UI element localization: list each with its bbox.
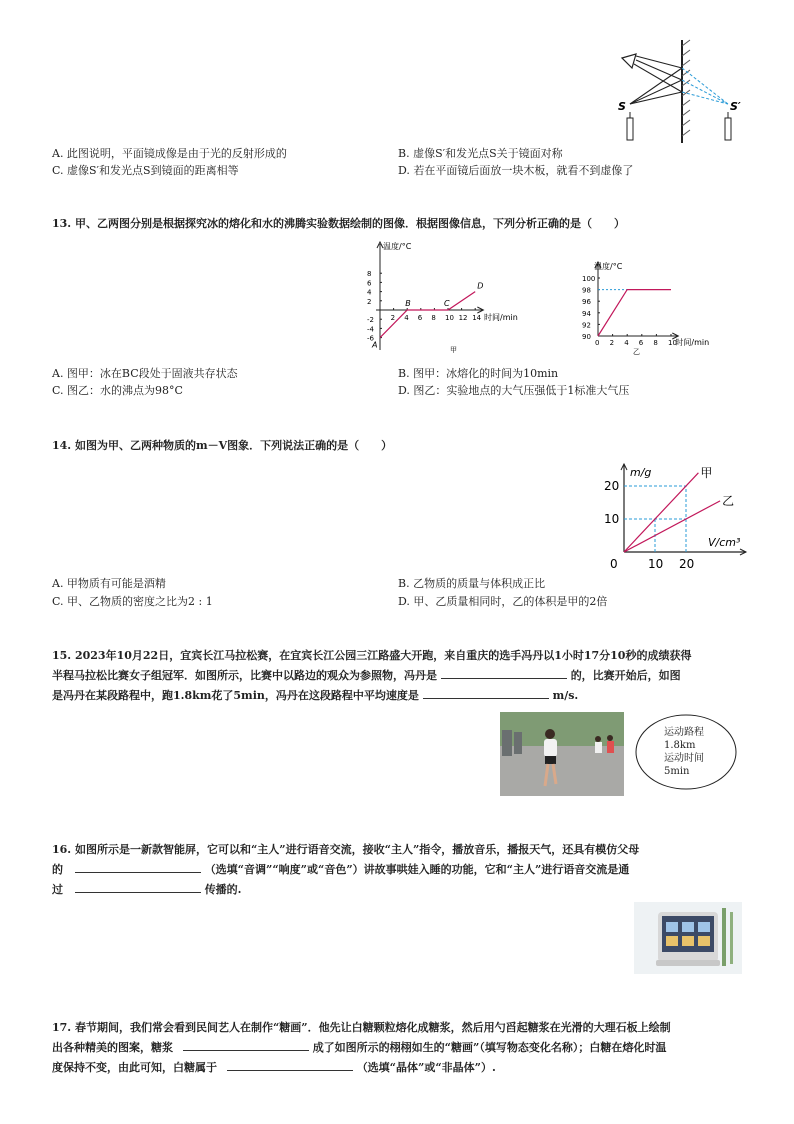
- q17-line-3b: （选填“晶体”或“非晶体”）.: [356, 1061, 496, 1074]
- chart-caption: 乙: [633, 348, 641, 356]
- series-line: [624, 473, 698, 552]
- x-tick-label: 4: [624, 339, 629, 347]
- x-tick-label: 4: [404, 314, 409, 322]
- y-axis-label: m/g: [630, 466, 652, 479]
- x-tick-label: 8: [431, 314, 436, 322]
- x-tick-label: 6: [638, 339, 644, 347]
- y-tick-label: 90: [582, 333, 591, 341]
- series-line: [624, 501, 720, 552]
- point-label: C: [444, 299, 450, 308]
- q14-option-a: A. 甲物质有可能是酒精: [52, 577, 166, 590]
- q14-chart-mv: [600, 460, 750, 572]
- x-tick-label: 2: [609, 339, 615, 347]
- q16-line-2a: 的: [52, 863, 63, 876]
- q14-stem: 14. 如图为甲、乙两种物质的m－V图象．下列说法正确的是（ ）: [52, 439, 393, 452]
- q16-line-3b: 传播的.: [204, 883, 242, 896]
- y-tick-label: 92: [582, 321, 591, 330]
- chart-caption: 甲: [450, 346, 457, 354]
- q15-line-1: 15. 2023年10月22日，宜宾长江马拉松赛，在宜宾长江公园三江路盛大开跑，来自重庆的选手冯丹以1小时17分10秒的成绩获得: [52, 649, 692, 662]
- y-tick-label: -6: [367, 334, 374, 343]
- q17-line-1: 17. 春节期间，我们常会看到民间艺人在制作“糖画”．他先让白糖颗粒熔化成糖浆，然后用勺舀起糖浆在光滑的大理石板上绘制: [52, 1021, 671, 1034]
- x-tick-label: 12: [458, 314, 468, 322]
- y-tick-label: 2: [367, 297, 372, 306]
- point-label: A: [372, 340, 378, 350]
- y-tick-label: 98: [582, 286, 591, 295]
- q13-option-d: D. 图乙：实验地点的大气压强低于1标准大气压: [398, 384, 630, 397]
- q13-option-b: B. 图甲：冰熔化的时间为10min: [398, 367, 559, 380]
- q15-line-3b: m/s.: [552, 689, 579, 702]
- q13-chart-jia: [360, 238, 575, 356]
- x-tick-label: 2: [390, 314, 396, 322]
- y-tick-label: 10: [604, 512, 620, 526]
- y-tick-label: 4: [367, 288, 372, 297]
- q17-line-2a: 出各种精美的图案，糖浆: [52, 1041, 173, 1054]
- q16-line-1: 16. 如图所示是一新款智能屏，它可以和“主人”进行语音交流，接收“主人”指令，播放音乐，播报天气，还具有模仿父母: [52, 843, 640, 856]
- y-tick-label: 100: [582, 275, 596, 283]
- x-axis-label: 时间/min: [675, 338, 710, 347]
- q17-line-3: [52, 1058, 496, 1078]
- series-line: [598, 290, 671, 336]
- point-label: D: [477, 281, 484, 291]
- q17-blank-1[interactable]: [183, 1038, 309, 1051]
- image-s-prime-label: S′: [730, 100, 741, 113]
- q15-blank-2[interactable]: [423, 686, 549, 699]
- q12-option-a: A. 此图说明，平面镜成像是由于光的反射形成的: [52, 147, 287, 160]
- y-tick-label: 96: [582, 298, 591, 307]
- q14-option-c: C. 甲、乙物质的密度之比为2 : 1: [52, 595, 213, 608]
- q15-blank-1[interactable]: [441, 666, 567, 679]
- q12-option-b: B. 虚像S′和发光点S关于镜面对称: [398, 147, 563, 160]
- point-label: B: [405, 299, 411, 308]
- q14-option-d: D. 甲、乙质量相同时，乙的体积是甲的2倍: [398, 595, 608, 608]
- q13-chart-yi: [578, 258, 748, 358]
- series-label: 甲: [700, 465, 713, 480]
- series-label: 乙: [722, 493, 735, 508]
- q16-line-3: [52, 880, 242, 900]
- q13-stem: 13. 甲、乙两图分别是根据探究冰的熔化和水的沸腾实验数据绘制的图像．根据图像信息，下列分析正确的是（ ）: [52, 217, 625, 230]
- q15-line-2b: 的，比赛开始后，如图: [570, 669, 681, 682]
- q16-line-2: [52, 860, 629, 880]
- bubble-time-value: 5min: [664, 766, 690, 777]
- q15-line-2a: 半程马拉松比赛女子组冠军．如图所示，比赛中以路边的观众为参照物，冯丹是: [52, 669, 437, 682]
- bubble-distance-label: 运动路程: [664, 727, 704, 738]
- x-tick-label: 6: [417, 314, 423, 322]
- mirror-figure: [610, 38, 750, 148]
- y-axis-label: 温度/°C: [383, 242, 412, 251]
- q17-blank-2[interactable]: [227, 1058, 353, 1071]
- x-tick-label: 20: [679, 557, 695, 571]
- x-axis-label: V/cm³: [708, 536, 741, 549]
- smart-screen-photo: [634, 902, 742, 974]
- x-tick-label: 0: [595, 339, 600, 347]
- bubble-distance-value: 1.8km: [664, 740, 696, 751]
- bubble-time-label: 运动时间: [664, 753, 704, 764]
- q17-line-2: [52, 1038, 666, 1058]
- q17-line-3a: 度保持不变，由此可知，白糖属于: [52, 1061, 217, 1074]
- x-tick-label: 10: [668, 339, 677, 347]
- distance-time-bubble: [634, 712, 738, 792]
- y-tick-label: 8: [367, 270, 372, 279]
- x-tick-label: 8: [653, 339, 658, 347]
- q16-blank-1[interactable]: [75, 860, 201, 873]
- y-tick-label: 6: [367, 279, 372, 288]
- source-s-label: S: [618, 100, 626, 113]
- q16-blank-2[interactable]: [75, 880, 201, 893]
- q12-option-c: C. 虚像S′和发光点S到镜面的距离相等: [52, 164, 239, 177]
- x-tick-label: 14: [472, 314, 482, 322]
- y-tick-label: 94: [582, 309, 591, 318]
- q15-line-3: [52, 686, 578, 706]
- q13-option-c: C. 图乙：水的沸点为98°C: [52, 384, 183, 397]
- x-tick-label: 10: [445, 314, 454, 322]
- y-tick-label: -2: [367, 316, 374, 325]
- q12-option-d: D. 若在平面镜后面放一块木板，就看不到虚像了: [398, 164, 634, 177]
- q15-line-2: [52, 666, 681, 686]
- q17-line-2b: 成了如图所示的栩栩如生的“糖画”（填写物态变化名称）；白糖在熔化时温: [312, 1041, 667, 1054]
- q14-option-b: B. 乙物质的质量与体积成正比: [398, 577, 546, 590]
- y-tick-label: -4: [367, 325, 374, 334]
- x-tick-label: 0: [610, 557, 618, 571]
- x-axis-label: 时间/min: [484, 313, 518, 322]
- q15-line-3a: 是冯丹在某段路程中，跑1.8km花了5min，冯丹在这段路程中平均速度是: [52, 689, 419, 702]
- x-tick-label: 10: [648, 557, 664, 571]
- runner-photo: [500, 712, 624, 796]
- q13-option-a: A. 图甲：冰在BC段处于固液共存状态: [52, 367, 238, 380]
- q16-line-2b: （选填“音调”“响度”或“音色”）讲故事哄娃入睡的功能，它和“主人”进行语音交流是通: [204, 863, 630, 876]
- y-tick-label: 20: [604, 479, 620, 493]
- y-axis-label: 温度/°C: [594, 262, 623, 271]
- q16-line-3a: 过: [52, 883, 63, 896]
